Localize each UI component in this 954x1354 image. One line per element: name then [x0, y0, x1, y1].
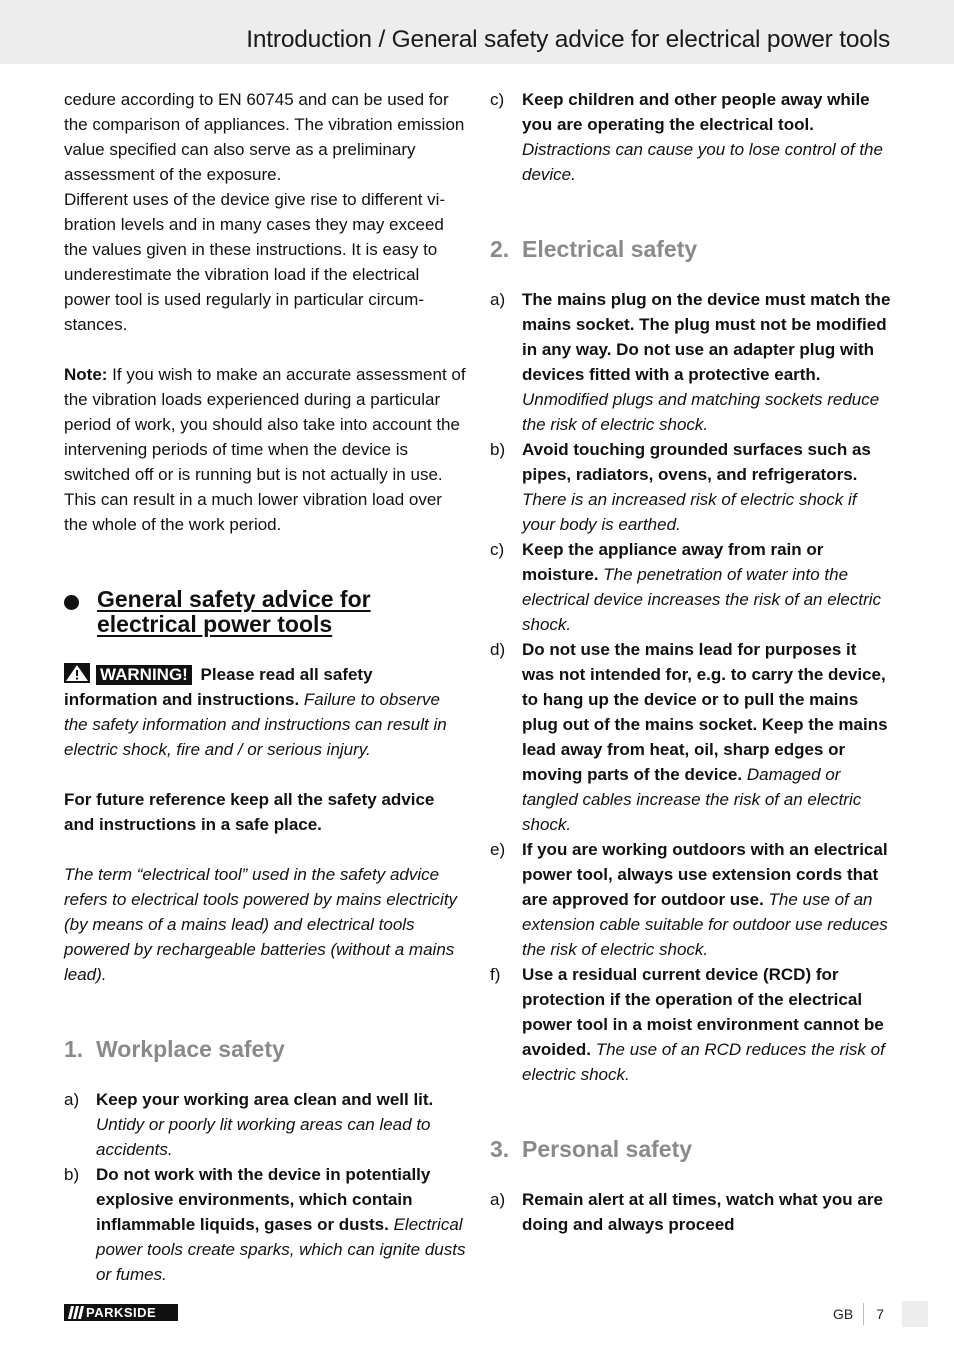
warning-italic-text: Failure to observe the safety information and instructions can result in electric shock, fire and / or serious injury. [64, 690, 447, 759]
term-paragraph [64, 862, 466, 987]
language-code: GB [832, 1306, 854, 1322]
list-item [490, 437, 892, 537]
item-bold: Keep your working area clean and well lit. [96, 1090, 434, 1109]
list-item [490, 637, 892, 837]
item-label: c) [490, 540, 505, 559]
list-item [490, 537, 892, 637]
item-bold: Keep children and other people away while you are operating the electrical tool. [522, 90, 870, 134]
item-italic: There is an increased risk of electric shock if your body is earthed. [522, 490, 857, 534]
item-label: f) [490, 965, 501, 984]
item-label: e) [490, 840, 506, 859]
right-column [490, 87, 892, 1237]
warning-bold-text: Please read all safety information and instructions. [64, 665, 373, 709]
footer-divider [863, 1303, 864, 1325]
note-paragraph [64, 362, 466, 537]
item-bold: Do not use the mains lead for purposes it was not intended for, e.g. to carry the device, to hang up the device or to pull the mains plug out of the mains socket. Keep the mains lead away from heat, oil, sharp edges or moving parts of the device. [522, 640, 888, 784]
paragraph-vibration-cont: cedure according to EN 60745 and can be used for the comparison of appliances. The vibration emission value specified can also serve as a preliminary assessment of the exposure. [64, 90, 465, 184]
note-text: If you wish to make an accurate assessment of the vibration loads experienced during a particular period of work, you should also take into account the intervening periods of time when the device is switched off or is running but is not actually in use. This can result in a much lower vibration load over the whole of the work period. [64, 365, 466, 534]
item-italic: The use of an RCD reduces the risk of electric shock. [522, 1040, 885, 1084]
heading-electrical-safety [490, 237, 892, 262]
note-label: Note: [64, 365, 108, 384]
warning-badge: WARNING! [96, 665, 192, 685]
heading-personal-safety [490, 1137, 892, 1162]
heading-number: 2. [490, 236, 510, 262]
footer-tab-box [902, 1301, 928, 1327]
item-label: d) [490, 640, 506, 659]
item-italic: Damaged or tangled cables increase the risk of an electric shock. [522, 765, 862, 834]
page-title: Introduction / General safety advice for electrical power tools [246, 26, 890, 53]
future-reference-text: For future reference keep all the safety advice and instructions in a safe place. [64, 790, 435, 834]
section-general-safety [64, 587, 466, 637]
list-item [64, 1087, 466, 1162]
page-header [0, 0, 954, 64]
warning-paragraph [64, 662, 466, 762]
item-italic: The penetration of water into the electrical device increases the risk of an electric shock. [522, 565, 882, 634]
future-reference-paragraph [64, 787, 466, 837]
item-italic: Unmodified plugs and matching sockets reduce the risk of electric shock. [522, 390, 880, 434]
page-footer [833, 1300, 928, 1328]
left-column [64, 87, 466, 1287]
item-bold: Remain alert at all times, watch what you are doing and always proceed [522, 1190, 883, 1234]
heading-number: 1. [64, 1036, 84, 1062]
item-italic: Distractions can cause you to lose control of the device. [522, 140, 883, 184]
item-label: a) [490, 1190, 506, 1209]
list-item [490, 287, 892, 437]
item-bold: Use a residual current device (RCD) for protection if the operation of the electrical power tool in a moist environment cannot be avoided. [522, 965, 884, 1059]
heading-title: Electrical safety [522, 236, 698, 262]
item-bold: If you are working outdoors with an electrical power tool, always use extension cords that are approved for outdoor use. [522, 840, 888, 909]
item-bold: Do not work with the device in potentially explosive environments, which contain inflammable liquids, gases or dusts. [96, 1165, 431, 1234]
list-item [64, 1162, 466, 1287]
heading-number: 3. [490, 1136, 510, 1162]
heading-title: Personal safety [522, 1136, 693, 1162]
term-text: The term “electrical tool” used in the safety advice refers to electrical tools powered by mains electricity (by means of a mains lead) and electrical tools powered by rechargeable batteries (without a mains lead). [64, 865, 458, 984]
item-bold: Keep the appliance away from rain or moisture. [522, 540, 824, 584]
bullet-dot-icon [64, 595, 79, 610]
logo-stripes-icon [64, 1304, 86, 1321]
heading-title: Workplace safety [96, 1036, 285, 1062]
item-italic: Electrical power tools create sparks, which can ignite dusts or fumes. [96, 1215, 466, 1284]
item-label: a) [490, 290, 506, 309]
item-italic: Untidy or poorly lit working areas can lead to accidents. [96, 1115, 431, 1159]
heading-workplace-safety [64, 1037, 466, 1062]
list-item [490, 962, 892, 1087]
parkside-logo [64, 1304, 178, 1321]
section-title: General safety advice for electrical power tools [97, 586, 371, 637]
item-bold: Avoid touching grounded surfaces such as pipes, radiators, ovens, and refrigerators. [522, 440, 871, 484]
item-label: b) [490, 440, 506, 459]
list-item [490, 1187, 892, 1237]
item-label: b) [64, 1165, 80, 1184]
warning-triangle-icon [64, 663, 90, 683]
item-label: a) [64, 1090, 80, 1109]
list-item [490, 87, 892, 187]
item-label: c) [490, 90, 505, 109]
item-italic: The use of an extension cable suitable for outdoor use reduces the risk of electric shock. [522, 890, 888, 959]
paragraph-vibration-levels: Different uses of the device give rise to different vibration levels and in many cases they may exceed the values given in these instructions. It is easy to underestimate the vibration load if the electrical power tool is used regularly in particular circumstances. [64, 190, 446, 334]
list-item [490, 837, 892, 962]
page-number: 7 [876, 1306, 884, 1322]
logo-text: PARKSIDE [86, 1305, 157, 1320]
item-bold: The mains plug on the device must match the mains socket. The plug must not be modified in any way. Do not use an adapter plug with devices fitted with a protective earth. [522, 290, 891, 384]
